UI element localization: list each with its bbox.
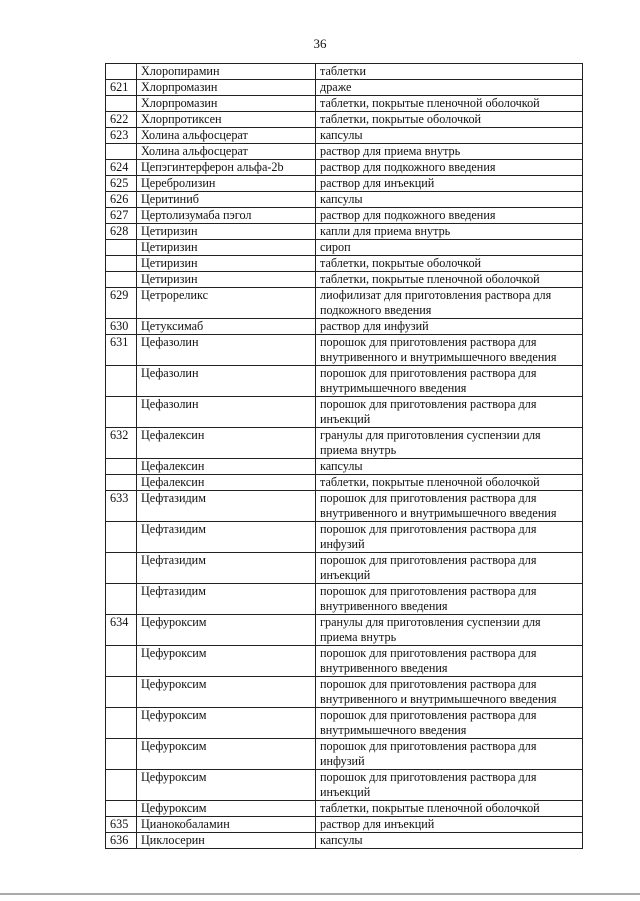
table-row — [106, 256, 583, 272]
dosage-form: порошок для приготовления раствора для внутривенного и внутримышечного введения — [316, 335, 583, 366]
row-number — [106, 584, 137, 615]
table-row — [106, 160, 583, 176]
table-row — [106, 739, 583, 770]
dosage-form: раствор для приема внутрь — [316, 144, 583, 160]
row-number — [106, 553, 137, 584]
row-number — [106, 240, 137, 256]
table-row — [106, 475, 583, 491]
drug-name: Цертолизумаба пэгол — [137, 208, 316, 224]
drug-name: Цефуроксим — [137, 677, 316, 708]
drug-name: Холина альфосцерат — [137, 144, 316, 160]
row-number — [106, 272, 137, 288]
row-number — [106, 770, 137, 801]
drug-name: Цефтазидим — [137, 491, 316, 522]
dosage-form: порошок для приготовления раствора для инфузий — [316, 739, 583, 770]
dosage-form: лиофилизат для приготовления раствора для подкожного введения — [316, 288, 583, 319]
drug-name: Церебролизин — [137, 176, 316, 192]
drug-name: Цефазолин — [137, 335, 316, 366]
drug-name: Цианокобаламин — [137, 817, 316, 833]
table-row — [106, 176, 583, 192]
table-row — [106, 96, 583, 112]
row-number — [106, 144, 137, 160]
table-row — [106, 224, 583, 240]
row-number — [106, 646, 137, 677]
table-row — [106, 553, 583, 584]
drug-name: Цетрореликс — [137, 288, 316, 319]
drug-name: Цефтазидим — [137, 584, 316, 615]
row-number: 628 — [106, 224, 137, 240]
dosage-form: гранулы для приготовления суспензии для приема внутрь — [316, 428, 583, 459]
dosage-form: раствор для инъекций — [316, 817, 583, 833]
row-number: 631 — [106, 335, 137, 366]
drug-name: Цефтазидим — [137, 522, 316, 553]
dosage-form: порошок для приготовления раствора для внутримышечного введения — [316, 366, 583, 397]
dosage-form: драже — [316, 80, 583, 96]
drug-name: Цетиризин — [137, 272, 316, 288]
dosage-form: сироп — [316, 240, 583, 256]
dosage-form: порошок для приготовления раствора для инъекций — [316, 553, 583, 584]
table-row — [106, 128, 583, 144]
table-row — [106, 770, 583, 801]
table-row — [106, 240, 583, 256]
drug-name: Цетуксимаб — [137, 319, 316, 335]
row-number: 630 — [106, 319, 137, 335]
row-number: 636 — [106, 833, 137, 849]
dosage-form: раствор для подкожного введения — [316, 208, 583, 224]
drug-name: Цефалексин — [137, 459, 316, 475]
table-row — [106, 288, 583, 319]
dosage-form: таблетки, покрытые пленочной оболочкой — [316, 96, 583, 112]
row-number: 635 — [106, 817, 137, 833]
table-row — [106, 801, 583, 817]
dosage-form: порошок для приготовления раствора для инъекций — [316, 397, 583, 428]
table-row — [106, 319, 583, 335]
dosage-form: таблетки — [316, 64, 583, 80]
drug-name: Цефуроксим — [137, 646, 316, 677]
table-row — [106, 677, 583, 708]
table-row — [106, 817, 583, 833]
row-number — [106, 801, 137, 817]
table-row — [106, 335, 583, 366]
drug-name: Холина альфосцерат — [137, 128, 316, 144]
row-number: 624 — [106, 160, 137, 176]
table-row — [106, 64, 583, 80]
dosage-form: таблетки, покрытые пленочной оболочкой — [316, 475, 583, 491]
row-number: 627 — [106, 208, 137, 224]
table-row — [106, 522, 583, 553]
dosage-form: порошок для приготовления раствора для внутримышечного введения — [316, 708, 583, 739]
row-number — [106, 366, 137, 397]
row-number — [106, 708, 137, 739]
drug-name: Циклосерин — [137, 833, 316, 849]
table-row — [106, 144, 583, 160]
table-row — [106, 112, 583, 128]
row-number: 629 — [106, 288, 137, 319]
drug-name: Цефтазидим — [137, 553, 316, 584]
row-number — [106, 96, 137, 112]
dosage-form: порошок для приготовления раствора для инфузий — [316, 522, 583, 553]
dosage-form: таблетки, покрытые пленочной оболочкой — [316, 272, 583, 288]
table-row — [106, 833, 583, 849]
row-number: 621 — [106, 80, 137, 96]
table-row — [106, 459, 583, 475]
row-number — [106, 739, 137, 770]
drug-name: Цетиризин — [137, 256, 316, 272]
row-number: 633 — [106, 491, 137, 522]
drug-name: Хлорпромазин — [137, 80, 316, 96]
row-number — [106, 459, 137, 475]
drug-name: Цефалексин — [137, 428, 316, 459]
drug-name: Хлорпротиксен — [137, 112, 316, 128]
page-number: 36 — [313, 36, 327, 51]
dosage-form: раствор для инфузий — [316, 319, 583, 335]
row-number — [106, 397, 137, 428]
dosage-form: таблетки, покрытые оболочкой — [316, 112, 583, 128]
drug-name: Цефуроксим — [137, 770, 316, 801]
row-number: 632 — [106, 428, 137, 459]
drug-name: Цефуроксим — [137, 708, 316, 739]
drug-name: Цефалексин — [137, 475, 316, 491]
drug-name: Цефазолин — [137, 397, 316, 428]
dosage-form: капсулы — [316, 128, 583, 144]
dosage-form: раствор для подкожного введения — [316, 160, 583, 176]
dosage-form: гранулы для приготовления суспензии для приема внутрь — [316, 615, 583, 646]
row-number: 625 — [106, 176, 137, 192]
dosage-form: капсулы — [316, 459, 583, 475]
drug-table — [105, 63, 583, 849]
table-row — [106, 80, 583, 96]
drug-name: Цепэгинтерферон альфа-2b — [137, 160, 316, 176]
table-row — [106, 397, 583, 428]
row-number — [106, 64, 137, 80]
row-number — [106, 522, 137, 553]
drug-name: Цефазолин — [137, 366, 316, 397]
dosage-form: капсулы — [316, 192, 583, 208]
scan-edge-line — [0, 893, 640, 895]
drug-name: Хлорпромазин — [137, 96, 316, 112]
table-body — [106, 64, 583, 849]
table-row — [106, 192, 583, 208]
row-number: 622 — [106, 112, 137, 128]
row-number: 623 — [106, 128, 137, 144]
drug-name: Цефуроксим — [137, 615, 316, 646]
table-row — [106, 708, 583, 739]
dosage-form: порошок для приготовления раствора для внутривенного и внутримышечного введения — [316, 677, 583, 708]
table-row — [106, 366, 583, 397]
row-number: 626 — [106, 192, 137, 208]
row-number — [106, 677, 137, 708]
table-row — [106, 615, 583, 646]
dosage-form: таблетки, покрытые пленочной оболочкой — [316, 801, 583, 817]
row-number — [106, 256, 137, 272]
table-row — [106, 491, 583, 522]
row-number: 634 — [106, 615, 137, 646]
dosage-form: порошок для приготовления раствора для внутривенного введения — [316, 584, 583, 615]
drug-name: Цетиризин — [137, 224, 316, 240]
dosage-form: порошок для приготовления раствора для внутривенного введения — [316, 646, 583, 677]
table-row — [106, 272, 583, 288]
table-row — [106, 428, 583, 459]
table-row — [106, 584, 583, 615]
dosage-form: порошок для приготовления раствора для внутривенного и внутримышечного введения — [316, 491, 583, 522]
dosage-form: таблетки, покрытые оболочкой — [316, 256, 583, 272]
dosage-form: капли для приема внутрь — [316, 224, 583, 240]
drug-name: Церитиниб — [137, 192, 316, 208]
drug-name: Цефуроксим — [137, 801, 316, 817]
table-row — [106, 208, 583, 224]
drug-name: Цефуроксим — [137, 739, 316, 770]
table-row — [106, 646, 583, 677]
drug-name: Цетиризин — [137, 240, 316, 256]
drug-name: Хлоропирамин — [137, 64, 316, 80]
row-number — [106, 475, 137, 491]
dosage-form: капсулы — [316, 833, 583, 849]
dosage-form: порошок для приготовления раствора для инъекций — [316, 770, 583, 801]
dosage-form: раствор для инъекций — [316, 176, 583, 192]
